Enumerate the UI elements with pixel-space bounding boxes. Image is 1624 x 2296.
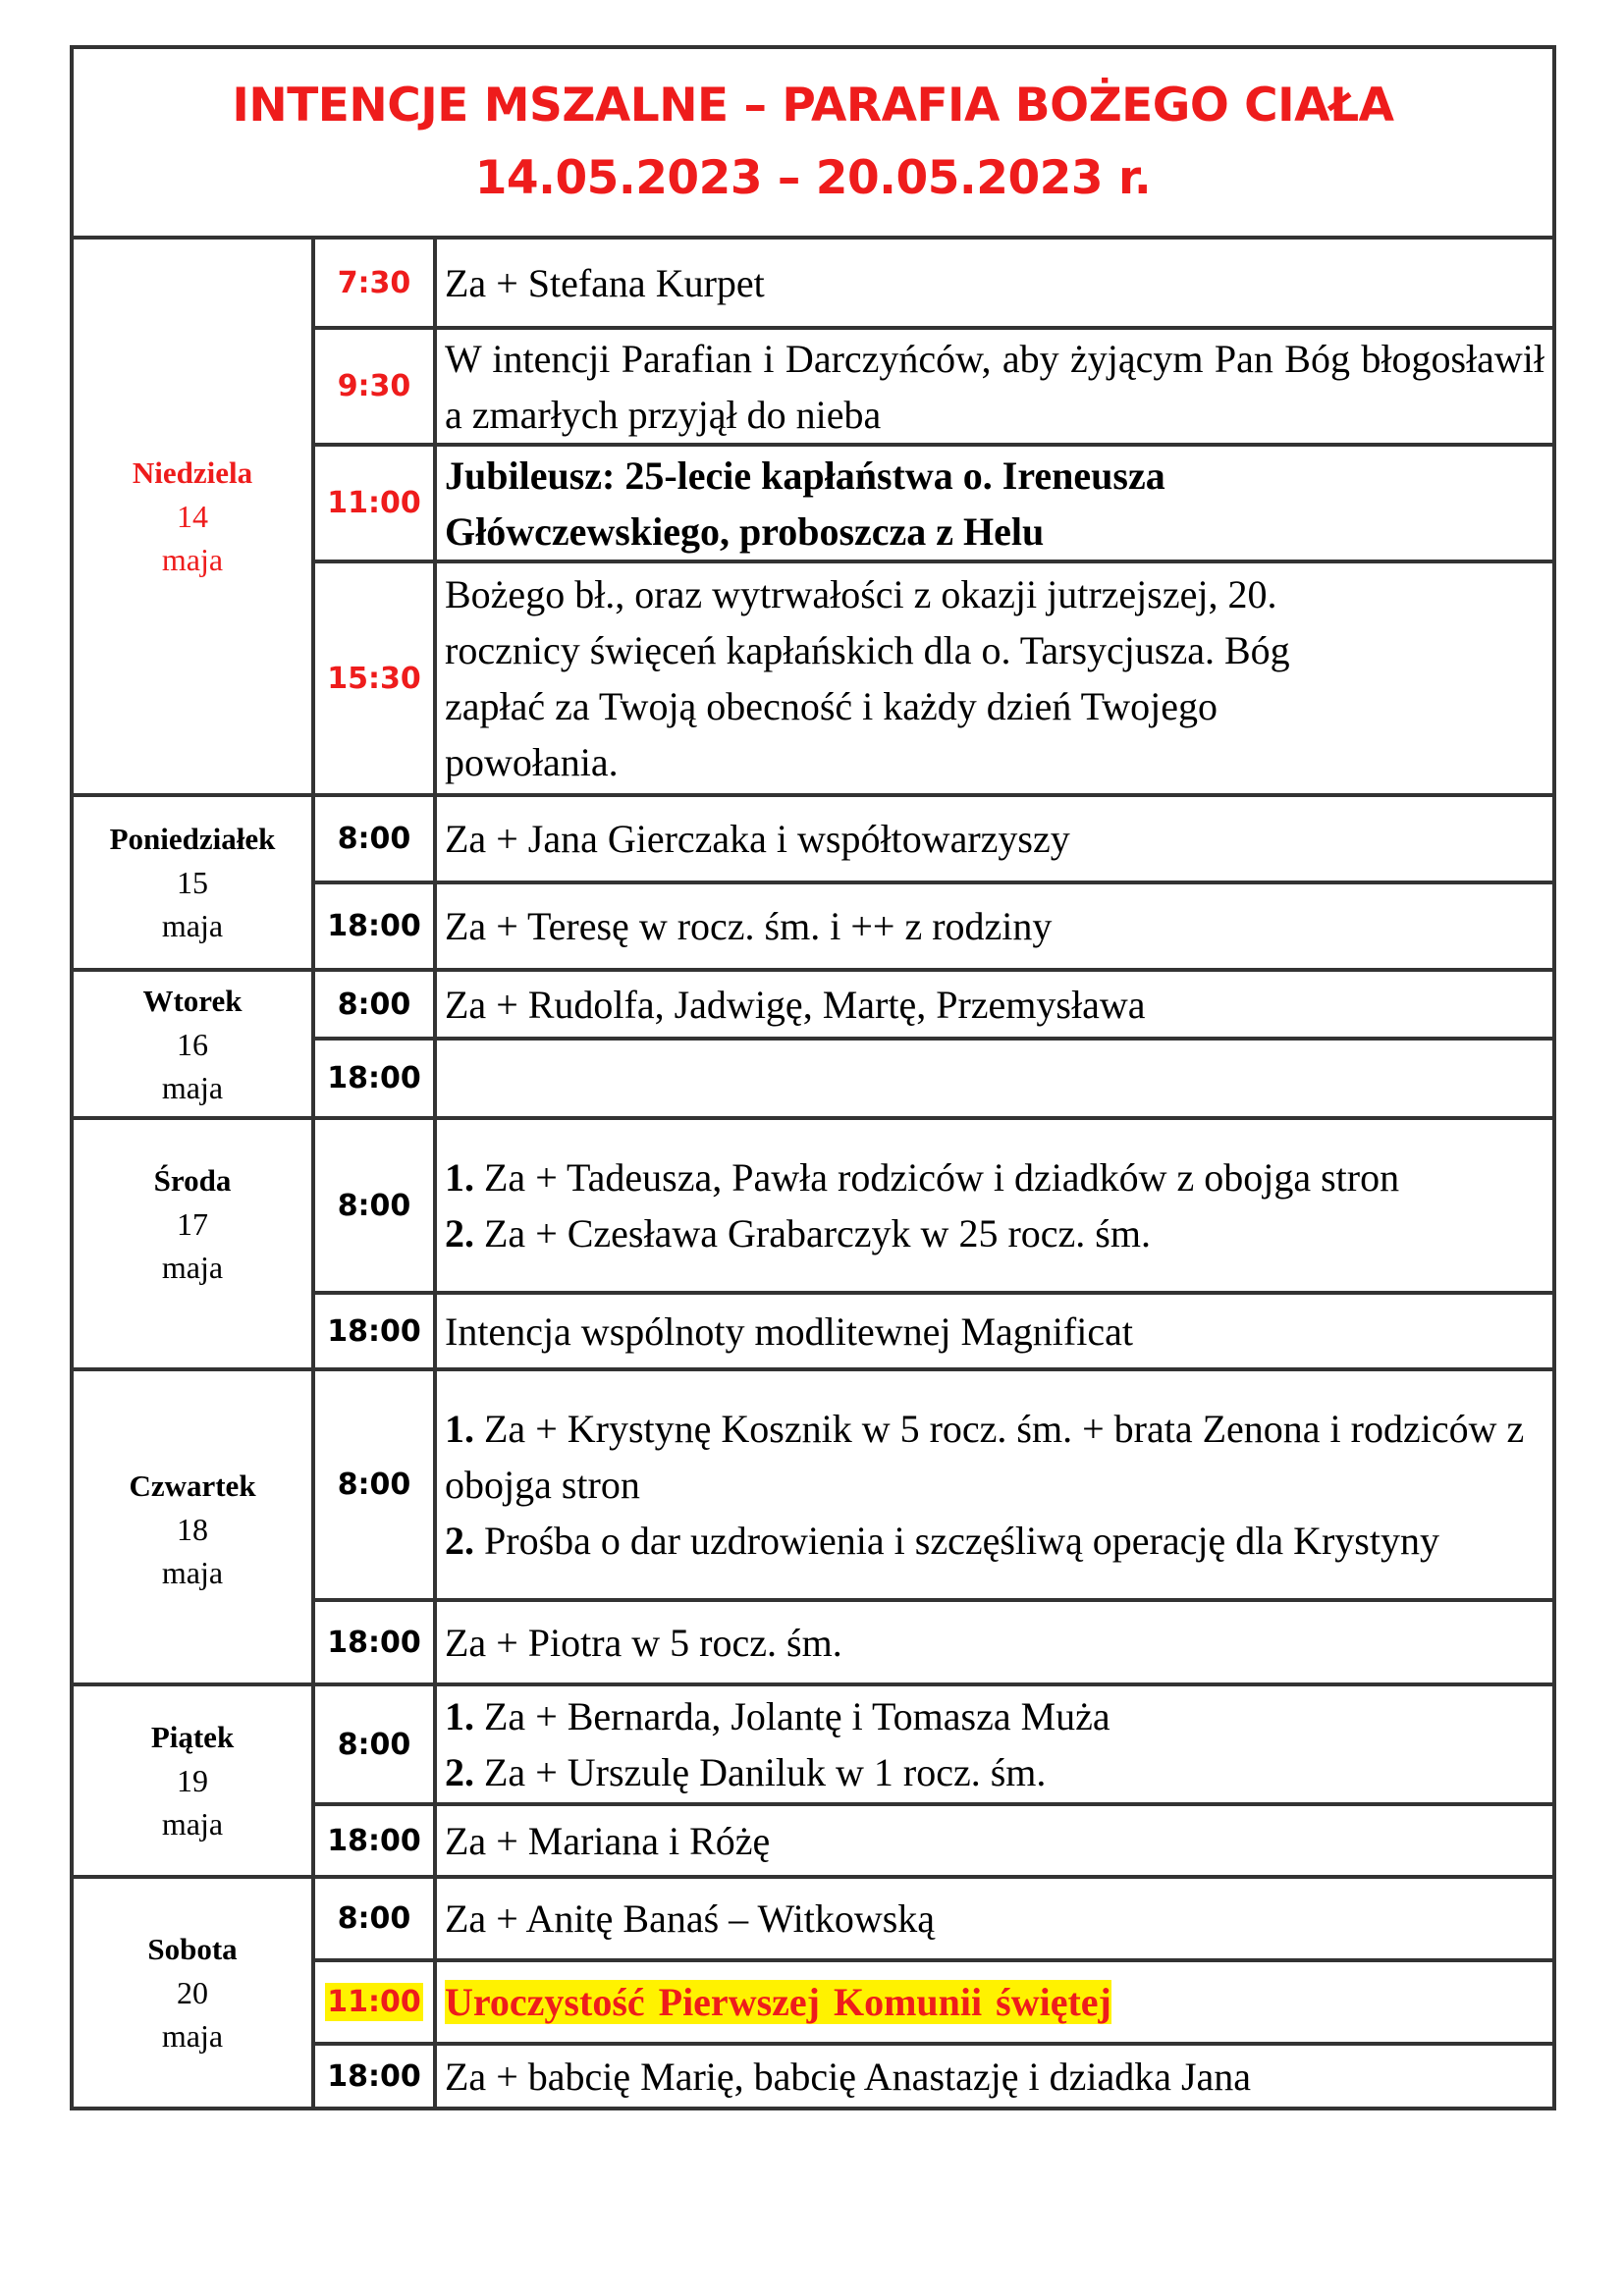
- day-cell-niedziela: [72, 238, 313, 795]
- mass-intention: [435, 795, 1554, 882]
- mass-time: 8:00: [313, 970, 435, 1039]
- day-number: 14: [177, 499, 208, 534]
- day-month: maja: [161, 542, 224, 577]
- mass-intention: [435, 2044, 1554, 2109]
- day-number: 19: [177, 1763, 208, 1798]
- day-name: Niedziela: [132, 455, 253, 490]
- day-month: maja: [161, 1069, 224, 1105]
- title-cell: [72, 47, 1554, 238]
- intention-item: [445, 1149, 1544, 1205]
- table-row: [72, 238, 1554, 328]
- mass-intention: [435, 1118, 1554, 1293]
- intention-text: powołania.: [445, 740, 619, 784]
- day-number: 16: [177, 1026, 208, 1062]
- day-name: Czwartek: [129, 1468, 256, 1503]
- date-range: 14.05.2023 – 20.05.2023 r.: [474, 151, 1152, 205]
- intention-item: [445, 1744, 1544, 1800]
- day-cell-poniedzialek: [72, 795, 313, 970]
- mass-intention: [435, 1369, 1554, 1600]
- item-text: Za + Tadeusza, Pawła rodziców i dziadków z obojga stron: [484, 1155, 1400, 1200]
- mass-time: 7:30: [313, 238, 435, 328]
- intention-text: rocznicy święceń kapłańskich dla o. Tarsycjusza. Bóg: [445, 628, 1290, 672]
- mass-time: 8:00: [313, 1369, 435, 1600]
- day-name: Wtorek: [142, 983, 243, 1018]
- item-number: 1.: [445, 1694, 474, 1738]
- day-cell-piatek: [72, 1684, 313, 1877]
- item-text: Prośba o dar uzdrowienia i szczęśliwą operację dla Krystyny: [484, 1519, 1439, 1563]
- intention-text: Za + Rudolfa, Jadwigę, Martę, Przemysława: [445, 982, 1146, 1027]
- day-month: maja: [161, 1555, 224, 1590]
- item-text: Za + Krystynę Kosznik w 5 rocz. śm. + brata Zenona i rodziców z obojga stron: [445, 1407, 1525, 1507]
- intention-text: Za + babcię Marię, babcię Anastazję i dziadka Jana: [445, 2054, 1252, 2099]
- item-number: 2.: [445, 1211, 474, 1255]
- day-name: Środa: [153, 1163, 232, 1198]
- item-number: 1.: [445, 1407, 474, 1451]
- mass-time: 8:00: [313, 1118, 435, 1293]
- day-name: Poniedziałek: [109, 822, 276, 856]
- intention-item: [445, 1205, 1544, 1261]
- mass-time: 18:00: [313, 1039, 435, 1118]
- intention-text: Intencja wspólnoty modlitewnej Magnificat: [445, 1308, 1133, 1354]
- page-title: INTENCJE MSZALNE – PARAFIA BOŻEGO CIAŁA: [232, 79, 1394, 133]
- intention-item: [445, 1688, 1544, 1744]
- mass-time: 15:30: [313, 561, 435, 795]
- day-number: 17: [177, 1206, 208, 1242]
- title-row: [72, 47, 1554, 238]
- mass-intention: [435, 1877, 1554, 1960]
- mass-intention: [435, 445, 1554, 561]
- intentions-table: [70, 45, 1556, 2110]
- intention-text: zapłać za Twoją obecność i każdy dzień Twojego: [445, 684, 1218, 728]
- intention-text: Za + Stefana Kurpet: [445, 260, 765, 305]
- mass-time: 9:30: [313, 328, 435, 445]
- item-text: Za + Bernarda, Jolantę i Tomasza Muża: [484, 1694, 1110, 1738]
- mass-time: 18:00: [313, 1293, 435, 1369]
- mass-intention: [435, 1960, 1554, 2044]
- mass-intention: [435, 1684, 1554, 1804]
- table-row: [72, 1877, 1554, 1960]
- mass-intention: [435, 1039, 1554, 1118]
- mass-time: 18:00: [313, 2044, 435, 2109]
- intentions-sheet: [70, 45, 1556, 2110]
- mass-intention: [435, 238, 1554, 328]
- intention-text: Za + Jana Gierczaka i współtowarzyszy: [445, 817, 1070, 861]
- mass-time: 18:00: [313, 882, 435, 970]
- table-row: [72, 1369, 1554, 1600]
- mass-intention: [435, 328, 1554, 445]
- mass-intention: [435, 1804, 1554, 1877]
- item-number: 2.: [445, 1750, 474, 1794]
- day-month: maja: [161, 908, 224, 943]
- item-text: Za + Urszulę Daniluk w 1 rocz. śm.: [484, 1750, 1047, 1794]
- mass-time: 18:00: [313, 1600, 435, 1684]
- item-number: 1.: [445, 1155, 474, 1200]
- intention-text: Bożego bł., oraz wytrwałości z okazji jutrzejszej, 20.: [445, 572, 1277, 616]
- day-number: 20: [177, 1975, 208, 2010]
- mass-intention: [435, 882, 1554, 970]
- day-name: Sobota: [147, 1932, 238, 1966]
- mass-time: 8:00: [313, 1684, 435, 1804]
- intention-text: Za + Anitę Banaś – Witkowską: [445, 1896, 936, 1941]
- mass-time: 8:00: [313, 795, 435, 882]
- mass-intention: [435, 561, 1554, 795]
- day-month: maja: [161, 1250, 224, 1285]
- mass-time: 8:00: [313, 1877, 435, 1960]
- mass-intention: [435, 1600, 1554, 1684]
- day-month: maja: [161, 1806, 224, 1842]
- mass-time: 11:00: [313, 445, 435, 561]
- intention-text: Za + Teresę w rocz. śm. i ++ z rodziny: [445, 904, 1053, 948]
- day-cell-wtorek: [72, 970, 313, 1118]
- intention-text-highlighted: Uroczystość Pierwszej Komunii świętej: [445, 1980, 1111, 2024]
- mass-intention: [435, 1293, 1554, 1369]
- intention-text: Główczewskiego, proboszcza z Helu: [445, 508, 1045, 554]
- table-row: [72, 795, 1554, 882]
- intention-text: Jubileusz: 25-lecie kapłaństwa o. Ireneusza: [445, 453, 1165, 498]
- intention-item: [445, 1513, 1544, 1569]
- intention-text: Za + Piotra w 5 rocz. śm.: [445, 1620, 842, 1665]
- mass-time-highlighted: 11:00: [327, 1985, 421, 2019]
- mass-time-cell: [313, 1960, 435, 2044]
- day-number: 18: [177, 1512, 208, 1547]
- table-row: [72, 1684, 1554, 1804]
- day-month: maja: [161, 2018, 224, 2054]
- intention-text: W intencji Parafian i Darczyńców, aby żyjącym Pan Bóg błogosławił a zmarłych przyjął do nieba: [445, 336, 1544, 437]
- intention-item: [445, 1401, 1544, 1513]
- mass-intention: [435, 970, 1554, 1039]
- item-number: 2.: [445, 1519, 474, 1563]
- intention-text: Za + Mariana i Różę: [445, 1818, 771, 1863]
- table-row: [72, 1118, 1554, 1293]
- day-name: Piątek: [150, 1720, 235, 1754]
- day-cell-czwartek: [72, 1369, 313, 1684]
- day-cell-sobota: [72, 1877, 313, 2109]
- item-text: Za + Czesława Grabarczyk w 25 rocz. śm.: [484, 1211, 1151, 1255]
- day-number: 15: [177, 865, 208, 900]
- mass-time: 18:00: [313, 1804, 435, 1877]
- day-cell-sroda: [72, 1118, 313, 1369]
- table-row: [72, 970, 1554, 1039]
